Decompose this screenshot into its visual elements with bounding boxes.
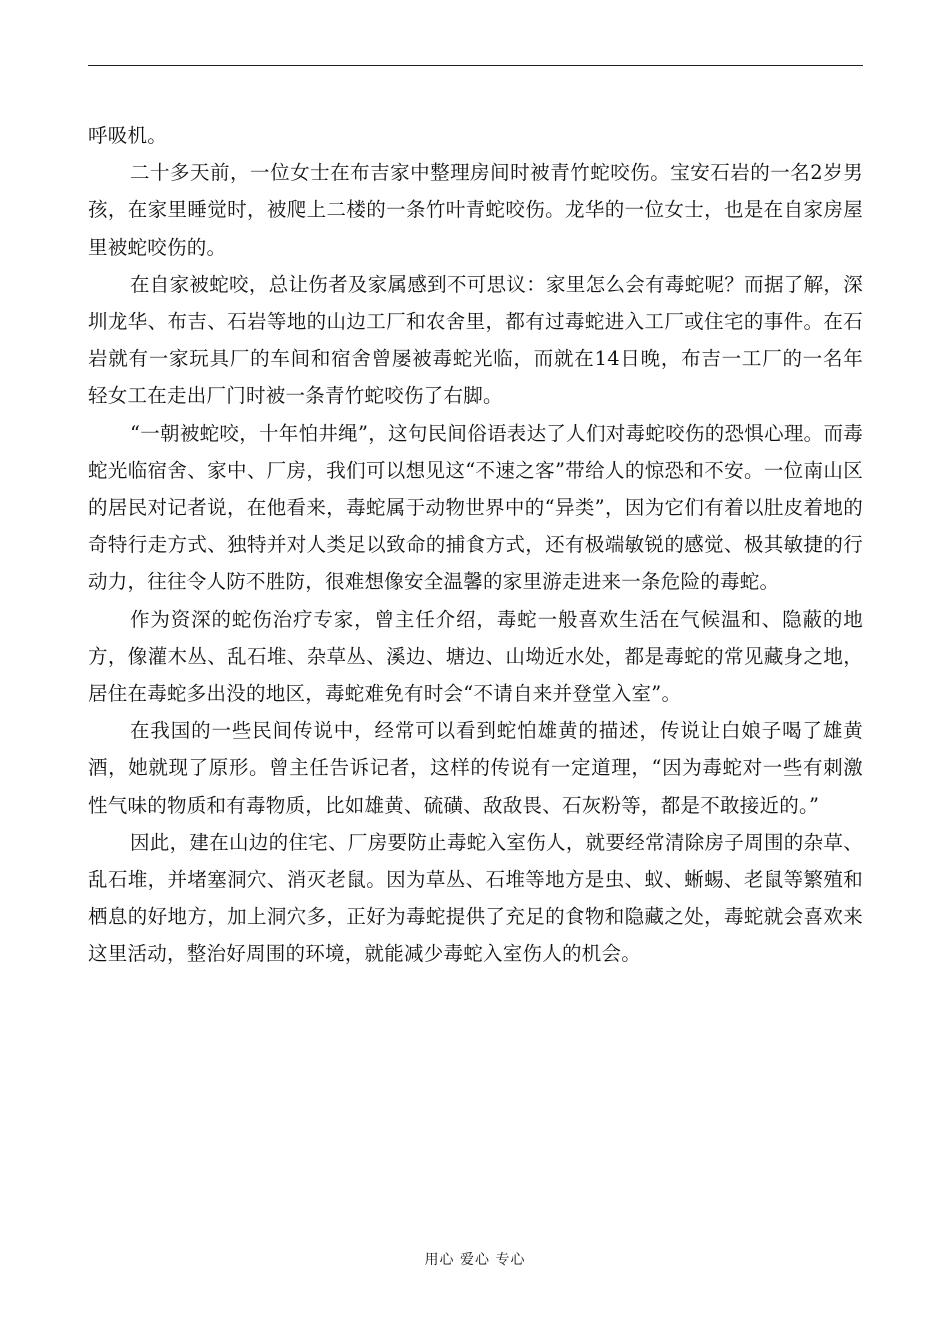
paragraph: 因此，建在山边的住宅、厂房要防止毒蛇入室伤人，就要经常清除房子周围的杂草、乱石堆，并堵塞洞穴、消灭老鼠。因为草丛、石堆等地方是虫、蚁、蜥蜴、老鼠等繁殖和栖息的好地方，加上洞穴多，正好为毒蛇提供了充足的食物和隐藏之处，毒蛇就会喜欢来这里活动，整治好周围的环境，就能减少毒蛇入室伤人的机会。 (88, 830, 863, 966)
paragraph: 在我国的一些民间传说中，经常可以看到蛇怕雄黄的描述，传说让白娘子喝了雄黄酒，她就现了原形。曾主任告诉记者，这样的传说有一定道理，“因为毒蛇对一些有刺激性气味的物质和有毒物质，比如雄黄、硫磺、敌敌畏、石灰粉等，都是不敢接近的。” (88, 719, 863, 817)
document-body (88, 117, 863, 973)
page-footer: 用心 爱心 专心 (424, 1252, 526, 1268)
paragraph: 在自家被蛇咬，总让伤者及家属感到不可思议：家里怎么会有毒蛇呢？而据了解，深圳龙华、布吉、石岩等地的山边工厂和农舍里，都有过毒蛇进入工厂或住宅的事件。在石岩就有一家玩具厂的车间和宿舍曾屡被毒蛇光临，而就在14日晚，布吉一工厂的一名年轻女工在走出厂门时被一条青竹蛇咬伤了右脚。 (88, 272, 863, 408)
header-rule (88, 65, 863, 66)
paragraph: 二十多天前，一位女士在布吉家中整理房间时被青竹蛇咬伤。宝安石岩的一名2岁男孩，在家里睡觉时，被爬上二楼的一条竹叶青蛇咬伤。龙华的一位女士，也是在自家房屋里被蛇咬伤的。 (88, 161, 863, 259)
paragraph-continuation: 呼吸机。 (88, 124, 168, 147)
paragraph: 作为资深的蛇伤治疗专家，曾主任介绍，毒蛇一般喜欢生活在气候温和、隐蔽的地方，像灌木丛、乱石堆、杂草丛、溪边、塘边、山坳近水处，都是毒蛇的常见藏身之地，居住在毒蛇多出没的地区，毒蛇难免有时会“不请自来并登堂入室”。 (88, 607, 863, 706)
paragraph: “一朝被蛇咬，十年怕井绳”，这句民间俗语表达了人们对毒蛇咬伤的恐惧心理。而毒蛇光临宿舍、家中、厂房，我们可以想见这“不速之客”带给人的惊恐和不安。一位南山区的居民对记者说，在他看来，毒蛇属于动物世界中的“异类”，因为它们有着以肚皮着地的奇特行走方式、独特并对人类足以致命的捕食方式，还有极端敏锐的感觉、极其敏捷的行动力，往往令人防不胜防，很难想像安全温馨的家里游走进来一条危险的毒蛇。 (88, 421, 863, 594)
